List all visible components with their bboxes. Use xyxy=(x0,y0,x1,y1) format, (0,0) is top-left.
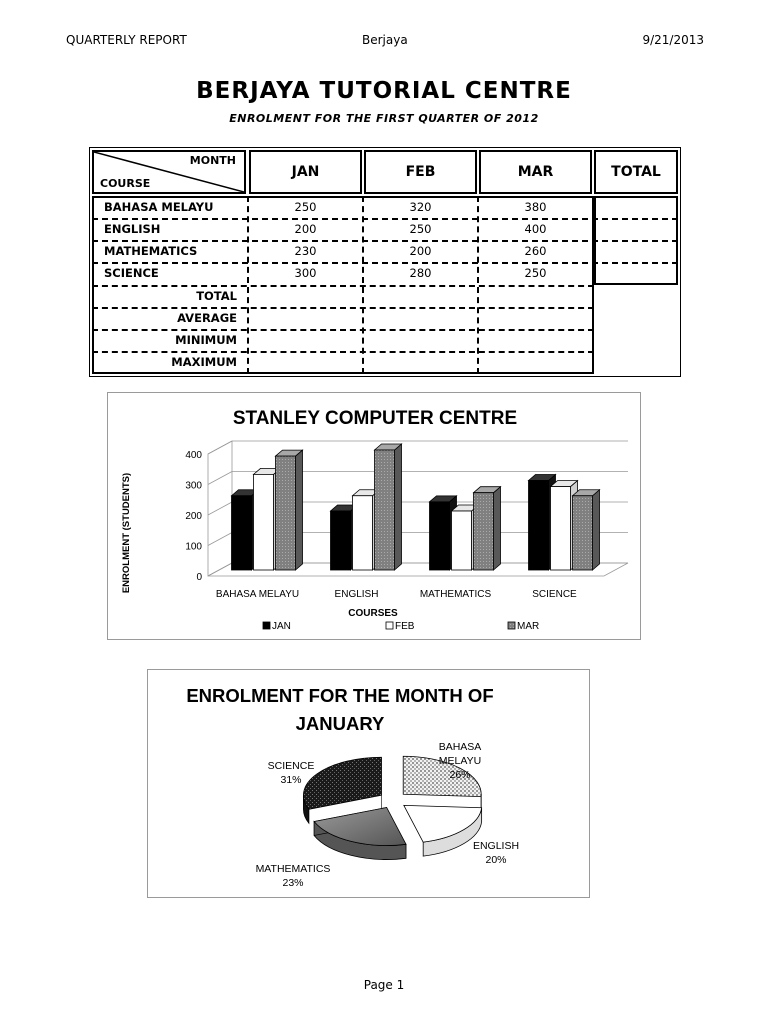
pie-chart-svg xyxy=(148,670,591,899)
y-tick-label: 300 xyxy=(185,480,202,492)
summary-label-average: AVERAGE xyxy=(177,311,237,325)
bar-mar xyxy=(276,456,296,570)
pie-label-english: ENGLISH xyxy=(472,840,520,852)
bar-side xyxy=(296,450,303,570)
bar-chart-svg xyxy=(108,393,642,641)
value-mar: 380 xyxy=(524,200,547,214)
column-header-mar: MAR xyxy=(479,150,592,194)
bar-chart-x-labels xyxy=(216,589,577,600)
y-tick-label: 0 xyxy=(196,572,202,583)
enrolment-table xyxy=(89,147,681,377)
value-mar: 250 xyxy=(524,266,547,280)
pie-slice-science xyxy=(303,757,381,809)
table-row xyxy=(92,240,678,262)
document-subtitle: ENROLMENT FOR THE FIRST QUARTER OF 2012 xyxy=(229,112,539,125)
bar-feb xyxy=(551,487,571,570)
bar-jan xyxy=(529,481,549,571)
summary-row xyxy=(92,285,247,307)
pie-pct-mathematics: 23% xyxy=(282,877,304,889)
x-tick-label: MATHEMATICS xyxy=(419,589,492,600)
value-feb: 280 xyxy=(409,266,432,280)
course-name: BAHASA MELAYU xyxy=(104,200,214,214)
bar-feb xyxy=(452,511,472,570)
pie-pct-english: 20% xyxy=(485,854,507,866)
column-header-feb: FEB xyxy=(364,150,477,194)
value-feb: 320 xyxy=(409,200,432,214)
value-jan: 230 xyxy=(294,244,317,258)
summary-label-total: TOTAL xyxy=(196,289,237,303)
pie-label-mathematics: MATHEMATICS xyxy=(255,863,331,875)
table-row xyxy=(92,262,678,284)
table-row xyxy=(92,218,678,240)
bar-mar xyxy=(573,496,593,570)
value-jan: 200 xyxy=(294,222,317,236)
bar-mar xyxy=(375,450,395,570)
bar-jan xyxy=(331,511,351,570)
course-name: ENGLISH xyxy=(104,222,161,236)
enrolment-table-body xyxy=(92,150,678,374)
y-tick-label: 100 xyxy=(185,541,202,553)
pie-chart xyxy=(147,669,590,898)
pie-label-bahasa-melayu: MELAYU xyxy=(438,755,482,767)
table-row xyxy=(92,196,678,218)
bar-side xyxy=(593,490,600,570)
column-header-total: TOTAL xyxy=(594,150,678,194)
bar-jan xyxy=(232,496,252,570)
x-tick-label: BAHASA MELAYU xyxy=(215,589,300,600)
bar-chart-y-axis-title: ENROLMENT (STUDENTS) xyxy=(121,472,132,594)
value-feb: 200 xyxy=(409,244,432,258)
pie-label-bahasa-melayu: BAHASA xyxy=(438,741,482,753)
bar-chart xyxy=(107,392,641,640)
bar-mar xyxy=(474,493,494,570)
header-date: 9/21/2013 xyxy=(642,33,704,47)
course-name: SCIENCE xyxy=(104,266,159,280)
header-report-title: QUARTERLY REPORT xyxy=(66,33,187,47)
bar-side xyxy=(494,487,501,570)
x-tick-label: SCIENCE xyxy=(532,589,577,600)
bar-chart-title: STANLEY COMPUTER CENTRE xyxy=(232,408,518,429)
legend-swatch-mar xyxy=(508,622,515,629)
column-header-jan: JAN xyxy=(249,150,362,194)
header-company: Berjaya xyxy=(362,33,408,47)
legend-swatch-jan xyxy=(263,622,270,629)
summary-row xyxy=(92,329,247,351)
pie-chart-title: ENROLMENT FOR THE MONTH OF xyxy=(186,685,494,706)
summary-row xyxy=(92,307,247,329)
bar-chart-legend xyxy=(263,621,539,632)
bar-chart-bars xyxy=(232,444,600,570)
y-tick-label: 400 xyxy=(185,450,202,461)
bar-feb xyxy=(353,496,373,570)
summary-row xyxy=(92,351,247,373)
legend-label-feb: FEB xyxy=(395,621,415,632)
corner-course-label: COURSE xyxy=(100,177,151,190)
document-title: BERJAYA TUTORIAL CENTRE xyxy=(196,78,572,104)
legend-label-mar: MAR xyxy=(517,621,540,632)
course-name: MATHEMATICS xyxy=(104,244,198,258)
y-tick-label: 200 xyxy=(185,511,202,522)
table-corner-cell xyxy=(92,150,246,194)
legend-swatch-feb xyxy=(386,622,393,629)
bar-feb xyxy=(254,474,274,570)
legend-label-jan: JAN xyxy=(272,621,291,632)
corner-month-label: MONTH xyxy=(189,154,236,167)
bar-side xyxy=(395,444,402,570)
pie-chart-title-line-2: JANUARY xyxy=(295,713,385,734)
summary-label-minimum: MINIMUM xyxy=(175,333,237,347)
value-mar: 400 xyxy=(524,222,547,236)
page-number: Page 1 xyxy=(363,978,405,992)
value-mar: 260 xyxy=(524,244,547,258)
bar-jan xyxy=(430,502,450,570)
bar-chart-x-axis-title: COURSES xyxy=(348,608,398,619)
page-header xyxy=(66,33,704,49)
value-jan: 250 xyxy=(294,200,317,214)
pie-pct-bahasa-melayu: 26% xyxy=(449,769,471,781)
value-jan: 300 xyxy=(294,266,317,280)
value-feb: 250 xyxy=(409,222,432,236)
pie-label-science: SCIENCE xyxy=(267,760,315,772)
pie-pct-science: 31% xyxy=(280,774,302,786)
x-tick-label: ENGLISH xyxy=(334,589,379,600)
summary-label-maximum: MAXIMUM xyxy=(171,355,237,369)
